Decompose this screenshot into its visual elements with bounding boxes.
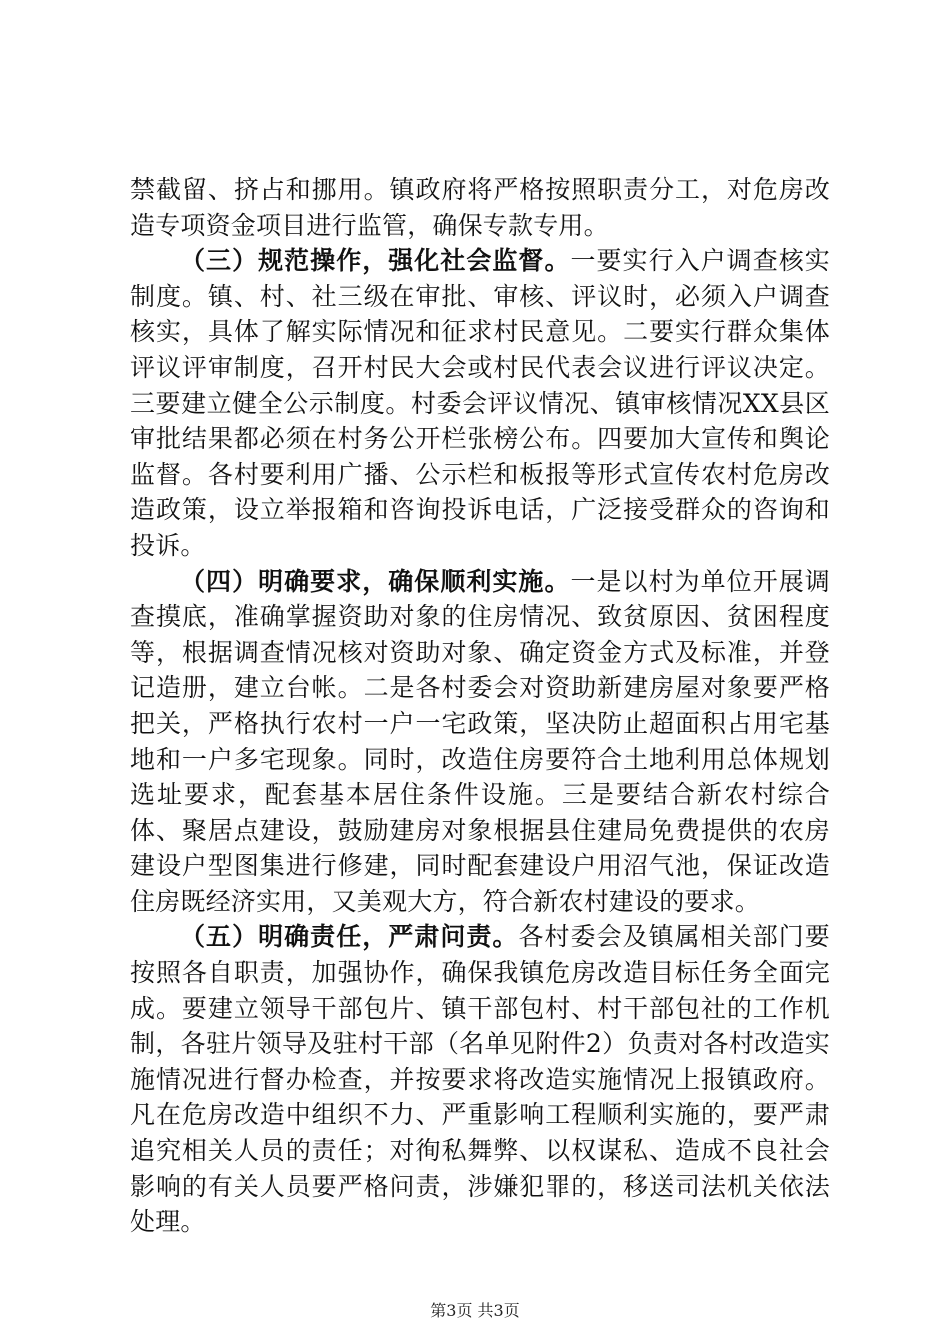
section-heading: （四）明确要求，确保顺利实施。 <box>180 566 571 596</box>
section-heading: （五）明确责任，严肃问责。 <box>180 922 519 952</box>
page-footer: 第3页 共3页 <box>430 1301 520 1320</box>
paragraph-text: 各村委会及镇属相关部门要按照各自职责，加强协作，确保我镇危房改造目标任务全面完成。要建立领导干部包片、镇干部包村、村干部包社的工作机制，各驻片领导及驻村干部（名单见附件2）负责对各村改造实施情况进行督办检查，并按要求将改造实施情况上报镇政府。凡在危房改造中组织不力、严重影响工程顺利实施的，要严肃追究相关人员的责任；对徇私舞弊、以权谋私、造成不良社会影响的有关人员要严格问责，涉嫌犯罪的，移送司法机关依法处理。 <box>130 922 830 1237</box>
section-heading: （三）规范操作，强化社会监督。 <box>180 246 571 276</box>
paragraph-text: 禁截留、挤占和挪用。镇政府将严格按照职责分工，对危房改造专项资金项目进行监管，确保专款专用。 <box>130 175 830 240</box>
paragraph-text: 一要实行入户调查核实制度。镇、村、社三级在审批、审核、评议时，必须入户调查核实，具体了解实际情况和征求村民意见。二要实行群众集体评议评审制度，召开村民大会或村民代表会议进行评议决定。三要建立健全公示制度。村委会评议情况、镇审核情况XX县区审批结果都必须在村务公开栏张榜公布。四要加大宣传和舆论监督。各村要利用广播、公示栏和板报等形式宣传农村危房改造政策，设立举报箱和咨询投诉电话，广泛接受群众的咨询和投诉。 <box>130 246 830 560</box>
paragraph-section-3 <box>130 243 830 563</box>
paragraph-text: 一是以村为单位开展调查摸底，准确掌握资助对象的住房情况、致贫原因、贫困程度等，根据调查情况核对资助对象、确定资金方式及标准，并登记造册，建立台帐。二是各村委会对资助新建房屋对象要严格把关，严格执行农村一户一宅政策，坚决防止超面积占用宅基地和一户多宅现象。同时，改造住房要符合土地利用总体规划选址要求，配套基本居住条件设施。三是要结合新农村综合体、聚居点建设，鼓励建房对象根据县住建局免费提供的农房建设户型图集进行修建，同时配套建设户用沼气池，保证改造住房既经济实用，又美观大方，符合新农村建设的要求。 <box>130 566 830 916</box>
document-body <box>130 172 830 1240</box>
paragraph-section-4 <box>130 564 830 920</box>
paragraph-continuation <box>130 172 830 243</box>
paragraph-section-5 <box>130 919 830 1239</box>
